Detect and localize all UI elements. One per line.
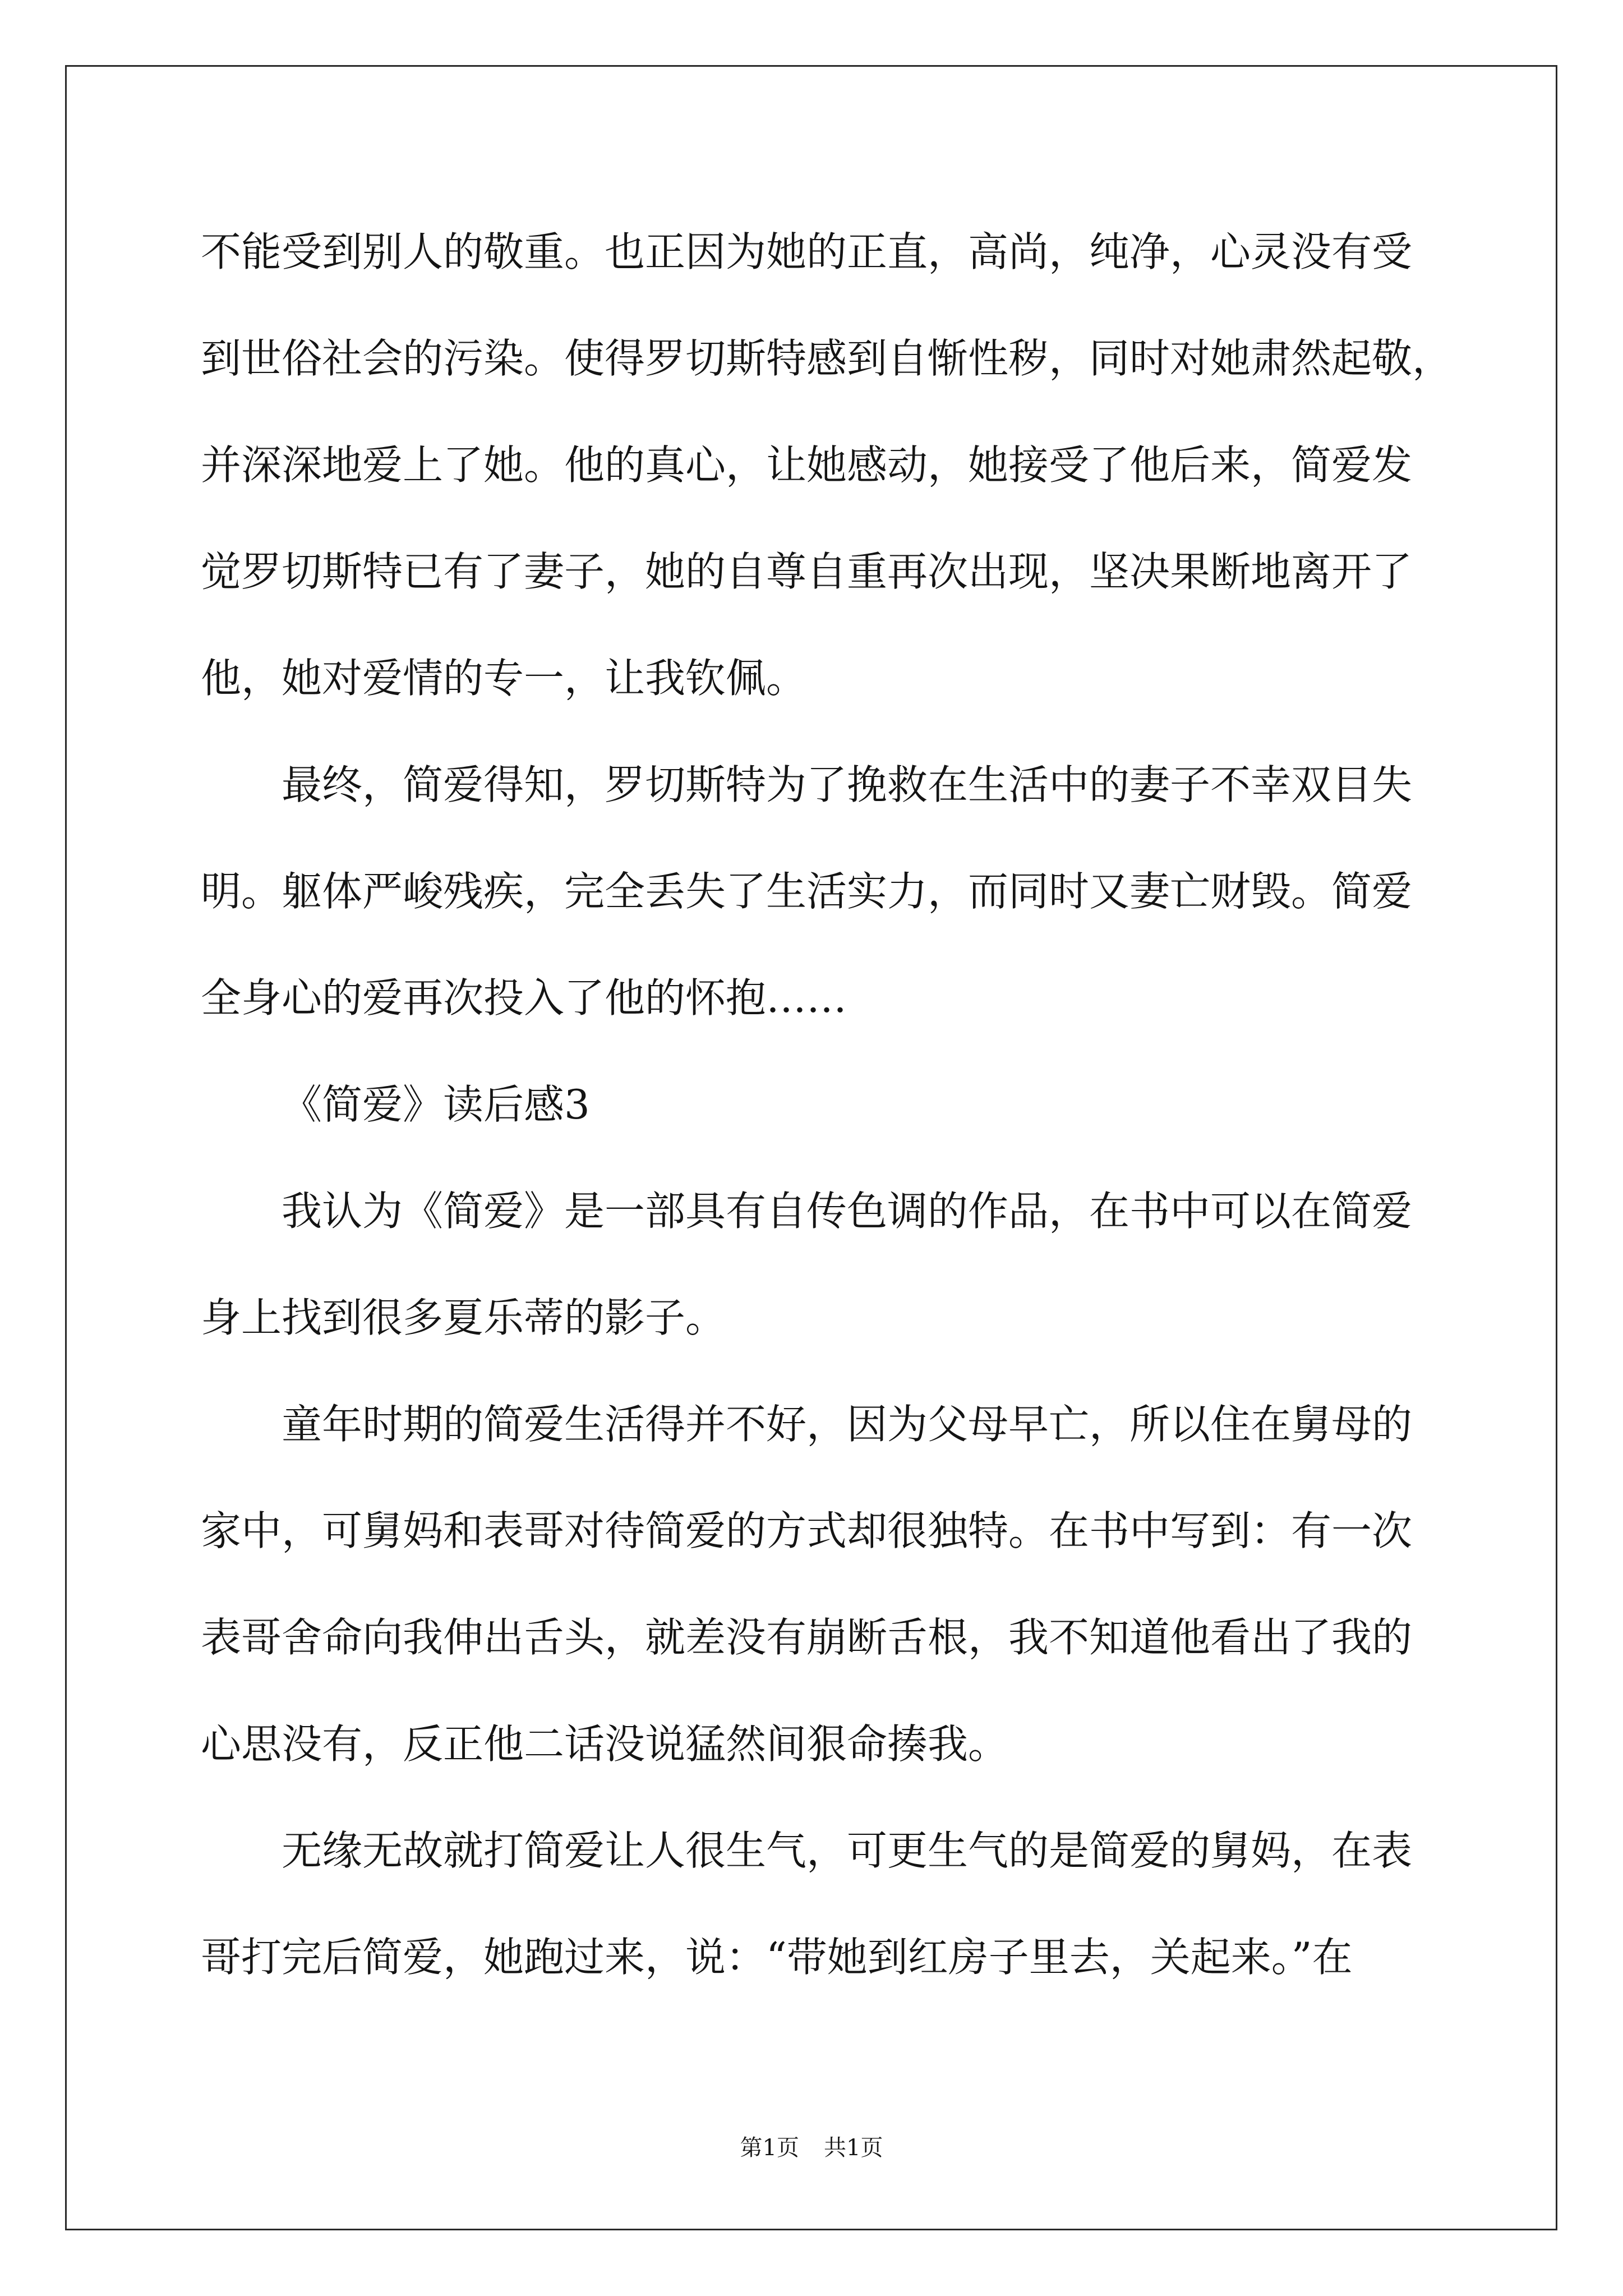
text-line: 到世俗社会的污染。使得罗切斯特感到自惭性秽，同时对她肃然起敬， — [201, 335, 1453, 382]
text-line: 他，她对爱情的专一，让我钦佩。 — [201, 655, 807, 702]
text-line: 最终，简爱得知，罗切斯特为了挽救在生活中的妻子不幸双目失 — [282, 761, 1413, 808]
page-total: 共1页 — [824, 2135, 883, 2161]
text-line: 无缘无故就打简爱让人很生气，可更生气的是简爱的舅妈，在表 — [282, 1827, 1413, 1874]
paragraph — [201, 1797, 1491, 2010]
paragraph — [201, 1371, 1491, 1797]
section-heading-text: 《简爱》读后感3 — [282, 1081, 590, 1128]
text-line: 身上找到很多夏乐蒂的影子。 — [201, 1294, 726, 1341]
text-line: 哥打完后简爱，她跑过来，说：“带她到红房子里去，关起来。”在 — [201, 1934, 1353, 1981]
text-line: 觉罗切斯特已有了妻子，她的自尊自重再次出现，坚决果断地离开了 — [201, 548, 1413, 595]
text-line: 我认为《简爱》是一部具有自传色调的作品，在书中可以在简爱 — [282, 1188, 1413, 1235]
text-line: 全身心的爱再次投入了他的怀抱…… — [201, 974, 847, 1022]
text-line: 童年时期的简爱生活得并不好，因为父母早亡，所以住在舅母的 — [282, 1401, 1413, 1448]
page-number: 第1页 — [740, 2135, 799, 2161]
text-line: 家中，可舅妈和表哥对待简爱的方式却很独特。在书中写到：有一次 — [201, 1507, 1413, 1554]
paragraph — [201, 199, 1491, 731]
paragraph — [201, 1158, 1491, 1371]
paragraph — [201, 731, 1491, 1051]
document-body — [201, 199, 1491, 2010]
section-heading — [201, 1051, 1491, 1158]
text-line: 表哥舍命向我伸出舌头，就差没有崩断舌根，我不知道他看出了我的 — [201, 1614, 1413, 1661]
text-line: 不能受到别人的敬重。也正因为她的正直，高尚，纯净，心灵没有受 — [201, 228, 1413, 275]
text-line: 并深深地爱上了她。他的真心，让她感动，她接受了他后来，简爱发 — [201, 441, 1413, 489]
page-footer — [0, 2132, 1623, 2164]
text-line: 心思没有，反正他二话没说猛然间狠命揍我。 — [201, 1720, 1009, 1768]
text-line: 明。躯体严峻残疾，完全丢失了生活实力，而同时又妻亡财毁。简爱 — [201, 868, 1413, 915]
